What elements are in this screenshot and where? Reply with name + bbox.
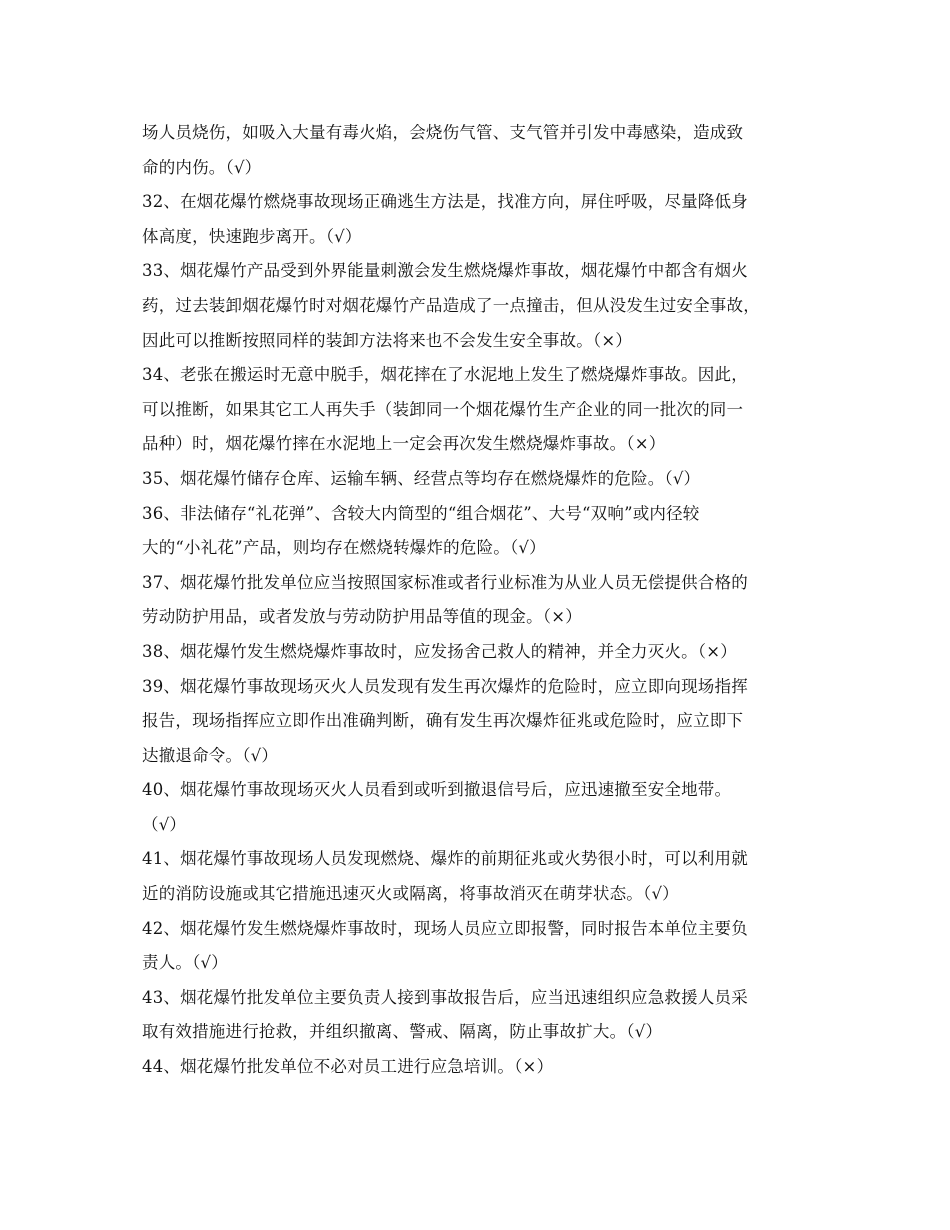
text-line: 43、烟花爆竹批发单位主要负责人接到事故报告后，应当迅速组织应急救援人员采 bbox=[142, 987, 748, 1007]
text-line: 35、烟花爆竹储存仓库、运输车辆、经营点等均存在燃烧爆炸的危险。（√） bbox=[142, 468, 701, 488]
text-line: 劳动防护用品，或者发放与劳动防护用品等值的现金。（×） bbox=[142, 607, 582, 627]
text-line: 大的“小礼花”产品，则均存在燃烧转爆炸的危险。（√） bbox=[142, 538, 546, 558]
text-line: 33、烟花爆竹产品受到外界能量刺激会发生燃烧爆炸事故，烟花爆竹中都含有烟火 bbox=[142, 261, 748, 281]
text-line: 36、非法储存“礼花弹”、含较大内筒型的“组合烟花”、大号“双响”或内径较 bbox=[142, 503, 700, 523]
text-line: 42、烟花爆竹发生燃烧爆炸事故时，现场人员应立即报警，同时报告本单位主要负 bbox=[142, 918, 748, 938]
document-body bbox=[142, 116, 832, 1085]
text-line: 药，过去装卸烟花爆竹时对烟花爆竹产品造成了一点撞击，但从没发生过安全事故， bbox=[142, 295, 760, 315]
text-line: 38、烟花爆竹发生燃烧爆炸事故时，应发扬舍己救人的精神，并全力灭火。（×） bbox=[142, 641, 737, 661]
text-line: 40、烟花爆竹事故现场灭火人员看到或听到撤退信号后，应迅速撤至安全地带。 bbox=[142, 780, 732, 800]
text-line: 34、老张在搬运时无意中脱手，烟花摔在了水泥地上发生了燃烧爆炸事故。因此， bbox=[142, 365, 748, 385]
text-line: 41、烟花爆竹事故现场人员发现燃烧、爆炸的前期征兆或火势很小时，可以利用就 bbox=[142, 849, 748, 869]
text-line: 报告，现场指挥应立即作出准确判断，确有发生再次爆炸征兆或危险时，应立即下 bbox=[142, 711, 744, 731]
text-line: 取有效措施进行抢救，并组织撤离、警戒、隔离，防止事故扩大。（√） bbox=[142, 1022, 663, 1042]
text-line: 责人。（√） bbox=[142, 953, 228, 973]
text-line: 场人员烧伤，如吸入大量有毒火焰，会烧伤气管、支气管并引发中毒感染，造成致 bbox=[142, 123, 744, 142]
text-line: 因此可以推断按照同样的装卸方法将来也不会发生安全事故。（×） bbox=[142, 330, 633, 350]
text-line: （√） bbox=[142, 814, 187, 834]
text-line: 体高度，快速跑步离开。（√） bbox=[142, 226, 362, 246]
text-line: 命的内伤。（√） bbox=[142, 157, 262, 177]
text-line: 37、烟花爆竹批发单位应当按照国家标准或者行业标准为从业人员无偿提供合格的 bbox=[142, 572, 748, 592]
text-line: 39、烟花爆竹事故现场灭火人员发现有发生再次爆炸的危险时，应立即向现场指挥 bbox=[142, 676, 748, 696]
text-line: 可以推断，如果其它工人再失手（装卸同一个烟花爆竹生产企业的同一批次的同一 bbox=[142, 399, 744, 419]
text-line: 近的消防设施或其它措施迅速灭火或隔离，将事故消灭在萌芽状态。（√） bbox=[142, 884, 679, 904]
text-line: 品种）时，烟花爆竹摔在水泥地上一定会再次发生燃烧爆炸事故。（×） bbox=[142, 434, 666, 454]
text-line: 44、烟花爆竹批发单位不必对员工进行应急培训。（×） bbox=[142, 1057, 554, 1077]
text-line: 达撤退命令。（√） bbox=[142, 745, 279, 765]
text-line: 32、在烟花爆竹燃烧事故现场正确逃生方法是，找准方向，屏住呼吸，尽量降低身 bbox=[142, 192, 748, 212]
